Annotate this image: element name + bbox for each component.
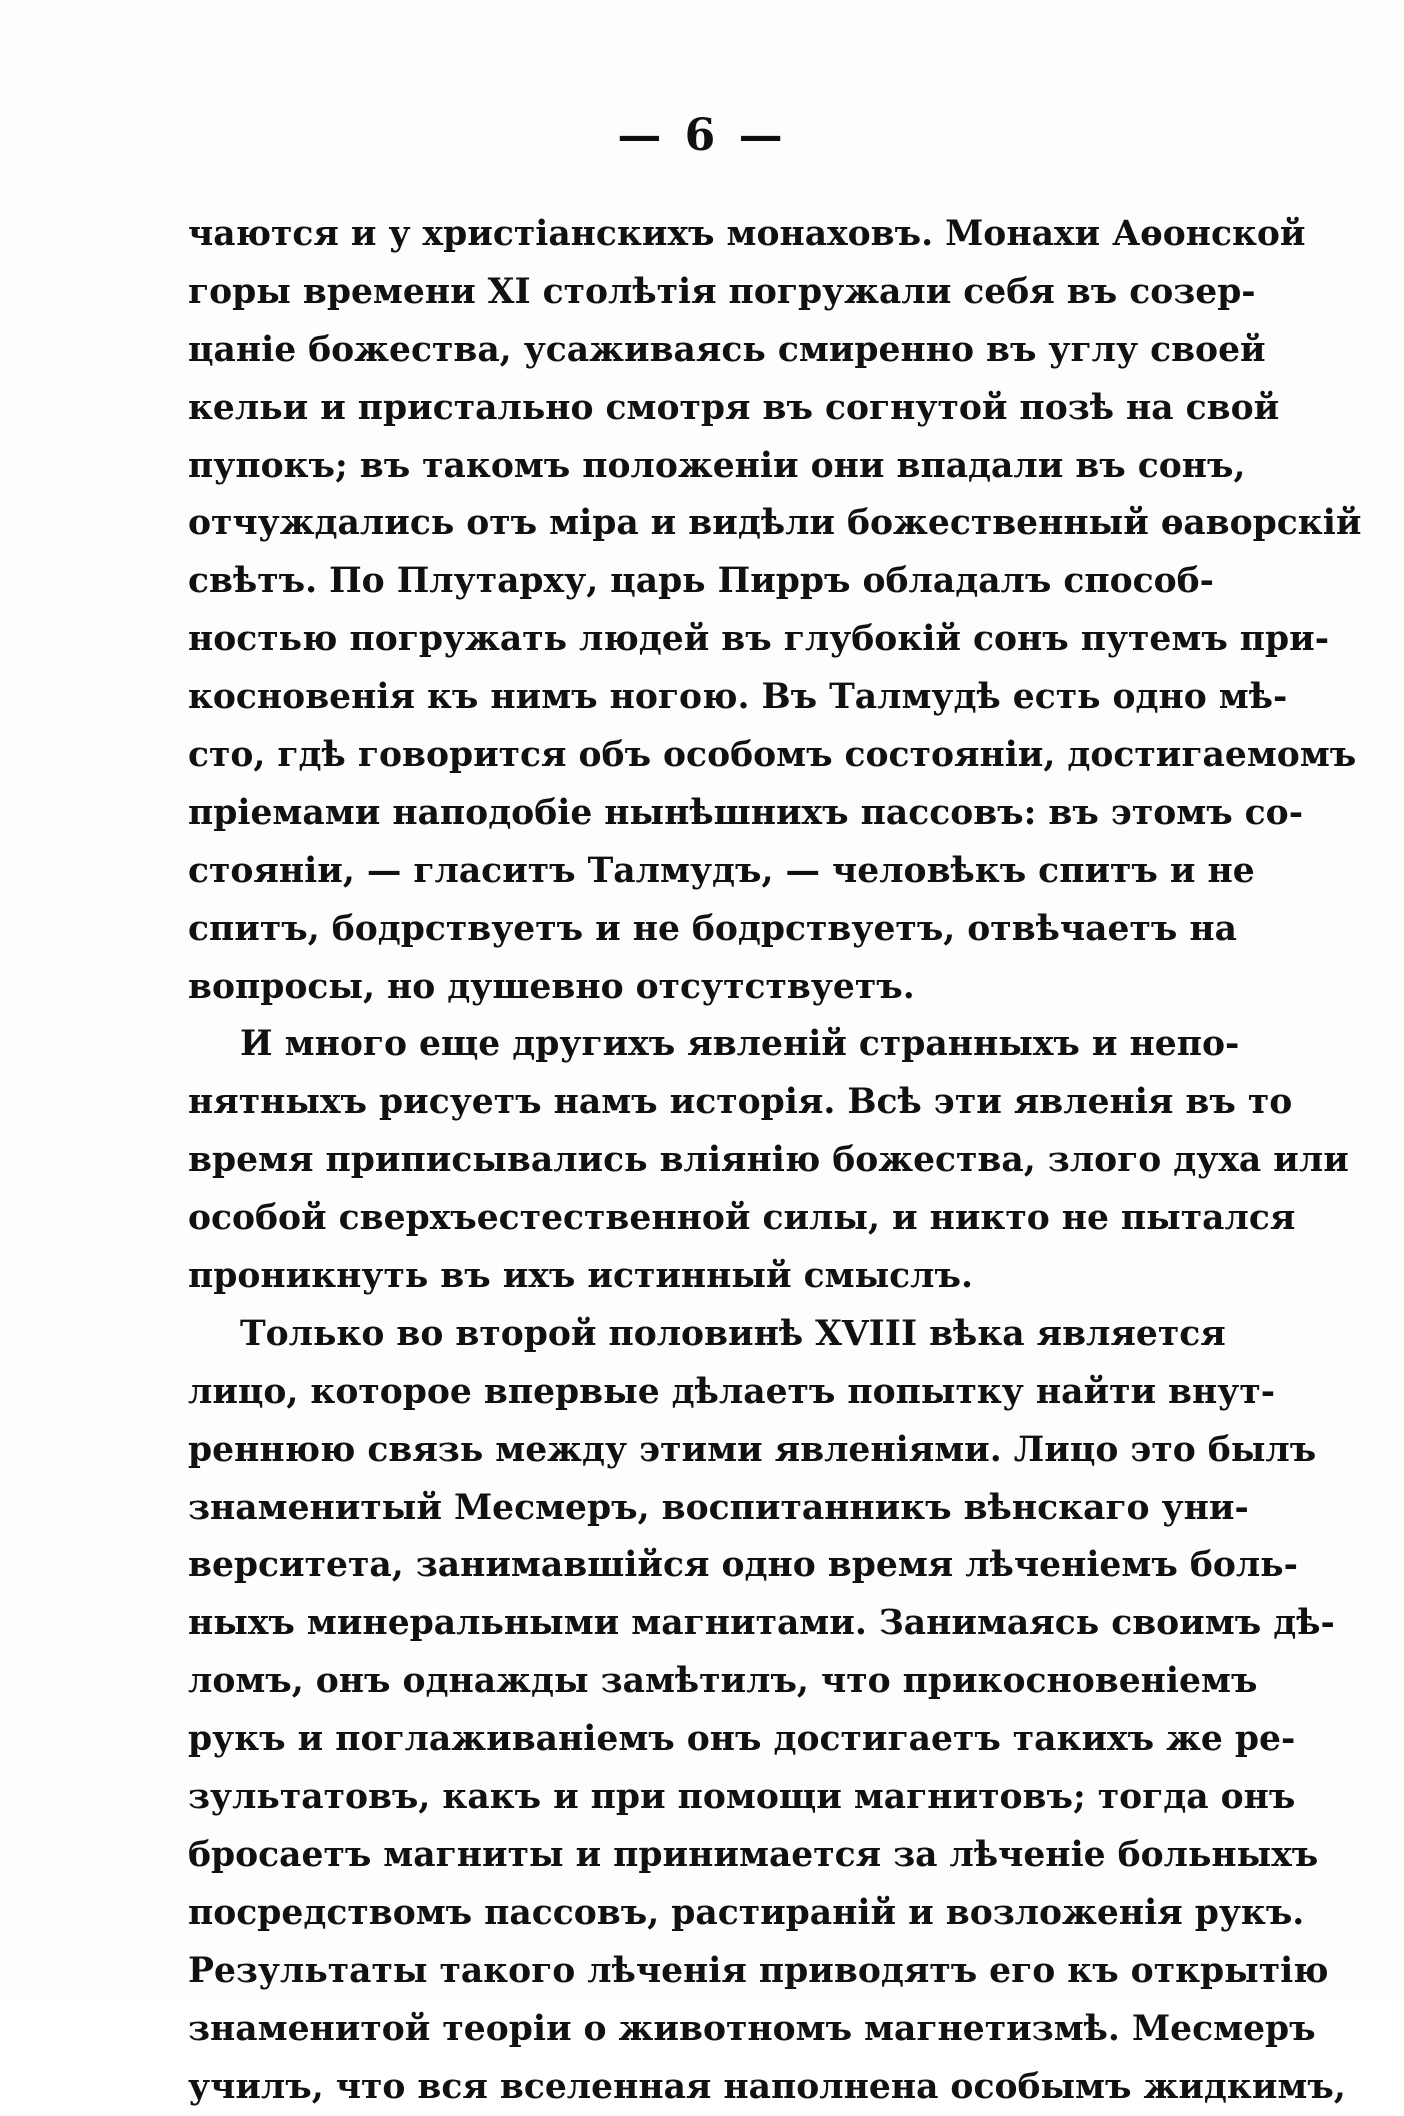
page-number: — 6 — <box>0 110 1404 161</box>
text-line: Результаты такого лѣченія приводятъ его къ открытію <box>188 1943 1212 2001</box>
text-line: пупокъ; въ такомъ положеніи они впадали въ сонъ, <box>188 438 1212 496</box>
text-line: знаменитой теоріи о животномъ магнетизмѣ. Месмеръ <box>188 2001 1212 2059</box>
text-line: свѣтъ. По Плутарху, царь Пирръ обладалъ способ- <box>188 553 1212 611</box>
text-line: ныхъ минеральными магнитами. Занимаясь своимъ дѣ- <box>188 1595 1212 1653</box>
text-line: пріемами наподобіе нынѣшнихъ пассовъ: въ этомъ со- <box>188 785 1212 843</box>
text-line: И много еще другихъ явленій странныхъ и непо- <box>188 1016 1212 1074</box>
text-line: время приписывались вліянію божества, злого духа или <box>188 1132 1212 1190</box>
body-text <box>188 206 1212 2116</box>
text-line: зультатовъ, какъ и при помощи магнитовъ; тогда онъ <box>188 1769 1212 1827</box>
text-line: нятныхъ рисуетъ намъ исторія. Всѣ эти явленія въ то <box>188 1074 1212 1132</box>
text-line: ностью погружать людей въ глубокій сонъ путемъ при- <box>188 611 1212 669</box>
text-line: спитъ, бодрствуетъ и не бодрствуетъ, отвѣчаетъ на <box>188 901 1212 959</box>
text-line: чаются и у христіанскихъ монаховъ. Монахи Аѳонской <box>188 206 1212 264</box>
text-line: сто, гдѣ говорится объ особомъ состояніи, достигаемомъ <box>188 727 1212 785</box>
text-line: цаніе божества, усаживаясь смиренно въ углу своей <box>188 322 1212 380</box>
text-line: проникнуть въ ихъ истинный смыслъ. <box>188 1248 1212 1306</box>
text-line: горы времени XI столѣтія погружали себя въ созер- <box>188 264 1212 322</box>
text-line: стояніи, — гласитъ Талмудъ, — человѣкъ спитъ и не <box>188 843 1212 901</box>
text-line: ломъ, онъ однажды замѣтилъ, что прикосновеніемъ <box>188 1653 1212 1711</box>
text-line: кельи и пристально смотря въ согнутой позѣ на свой <box>188 380 1212 438</box>
text-line: бросаетъ магниты и принимается за лѣченіе больныхъ <box>188 1827 1212 1885</box>
text-line: реннюю связь между этими явленіями. Лицо это былъ <box>188 1422 1212 1480</box>
text-line: вопросы, но душевно отсутствуетъ. <box>188 959 1212 1017</box>
text-line: отчуждались отъ міра и видѣли божественный ѳаворскій <box>188 495 1212 553</box>
text-line: лицо, которое впервые дѣлаетъ попытку найти внут- <box>188 1364 1212 1422</box>
text-line: рукъ и поглаживаніемъ онъ достигаетъ такихъ же ре- <box>188 1711 1212 1769</box>
text-line: верситета, занимавшійся одно время лѣченіемъ боль- <box>188 1537 1212 1595</box>
text-line: косновенія къ нимъ ногою. Въ Талмудѣ есть одно мѣ- <box>188 669 1212 727</box>
text-line: посредствомъ пассовъ, растираній и возложенія рукъ. <box>188 1885 1212 1943</box>
text-line: училъ, что вся вселенная наполнена особымъ жидкимъ, <box>188 2059 1212 2116</box>
text-line: знаменитый Месмеръ, воспитанникъ вѣнскаго уни- <box>188 1480 1212 1538</box>
text-line: особой сверхъестественной силы, и никто не пытался <box>188 1190 1212 1248</box>
text-line: Только во второй половинѣ XVIII вѣка является <box>188 1306 1212 1364</box>
